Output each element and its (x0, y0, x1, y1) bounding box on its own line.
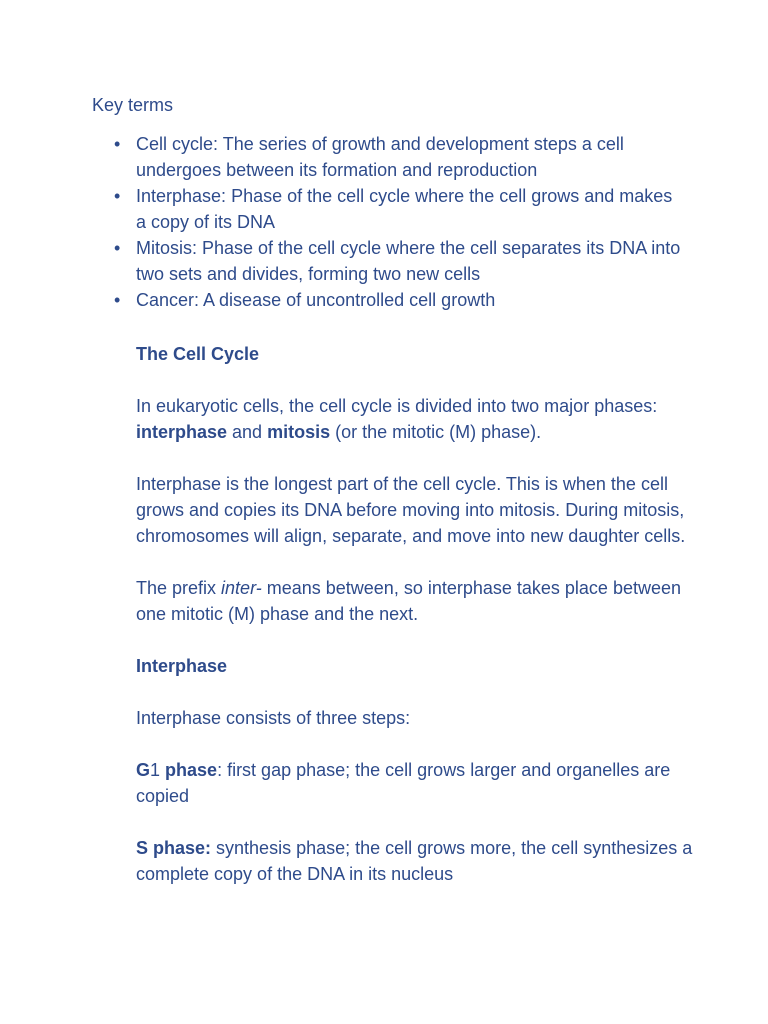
g1-label-letter: G (136, 760, 151, 780)
paragraph-text: The prefix (136, 578, 222, 598)
paragraph-text: and (227, 422, 268, 442)
term-item-mitosis (92, 235, 681, 287)
g1-phase-paragraph (136, 757, 696, 809)
paragraph-text: In eukaryotic cells, the cell cycle is divided into two major phases: (136, 396, 658, 416)
document-body (136, 341, 696, 913)
term-item-interphase (92, 183, 681, 235)
cell-cycle-paragraph-1 (136, 393, 696, 445)
g1-label-number: 1 (150, 760, 161, 780)
bullet-icon: • (114, 186, 121, 206)
s-phase-paragraph (136, 835, 696, 887)
term-text: Interphase: Phase of the cell cycle where the cell grows and makes a copy of its DNA (136, 186, 673, 232)
s-phase-description: synthesis phase; the cell grows more, the cell synthesizes a complete copy of the DNA in its nucleus (136, 838, 693, 884)
bullet-icon: • (114, 238, 121, 258)
cell-cycle-paragraph-2: Interphase is the longest part of the cell cycle. This is when the cell grows and copies its DNA before moving into mitosis. During mitosis, chromosomes will align, separate, and move into new daughter cells. (136, 474, 686, 546)
term-item-cancer (92, 287, 681, 313)
interphase-heading: Interphase (136, 656, 228, 676)
bullet-icon: • (114, 290, 121, 310)
term-text: Cancer: A disease of uncontrolled cell growth (136, 290, 496, 310)
g1-description: : first gap phase; the cell grows larger and organelles are copied (136, 760, 671, 806)
bullet-icon: • (114, 134, 121, 154)
paragraph-text: (or the mitotic (M) phase). (330, 422, 542, 442)
bold-term-mitosis: mitosis (267, 422, 331, 442)
key-terms-list (92, 131, 692, 313)
term-text: Mitosis: Phase of the cell cycle where the cell separates its DNA into two sets and divides, forming two new cells (136, 238, 681, 284)
s-phase-label: S phase: (136, 838, 212, 858)
term-item-cell-cycle (92, 131, 681, 183)
cell-cycle-heading: The Cell Cycle (136, 344, 260, 364)
interphase-intro: Interphase consists of three steps: (136, 708, 411, 728)
term-text: Cell cycle: The series of growth and development steps a cell undergoes between its formation and reproduction (136, 134, 624, 180)
g1-label-phase: phase (160, 760, 218, 780)
key-terms-heading: Key terms (92, 95, 174, 115)
bold-term-interphase: interphase (136, 422, 228, 442)
paragraph-text: means between, so interphase takes place between one mitotic (M) phase and the next. (136, 578, 681, 624)
italic-prefix: inter- (221, 578, 262, 598)
cell-cycle-paragraph-3 (136, 575, 696, 627)
